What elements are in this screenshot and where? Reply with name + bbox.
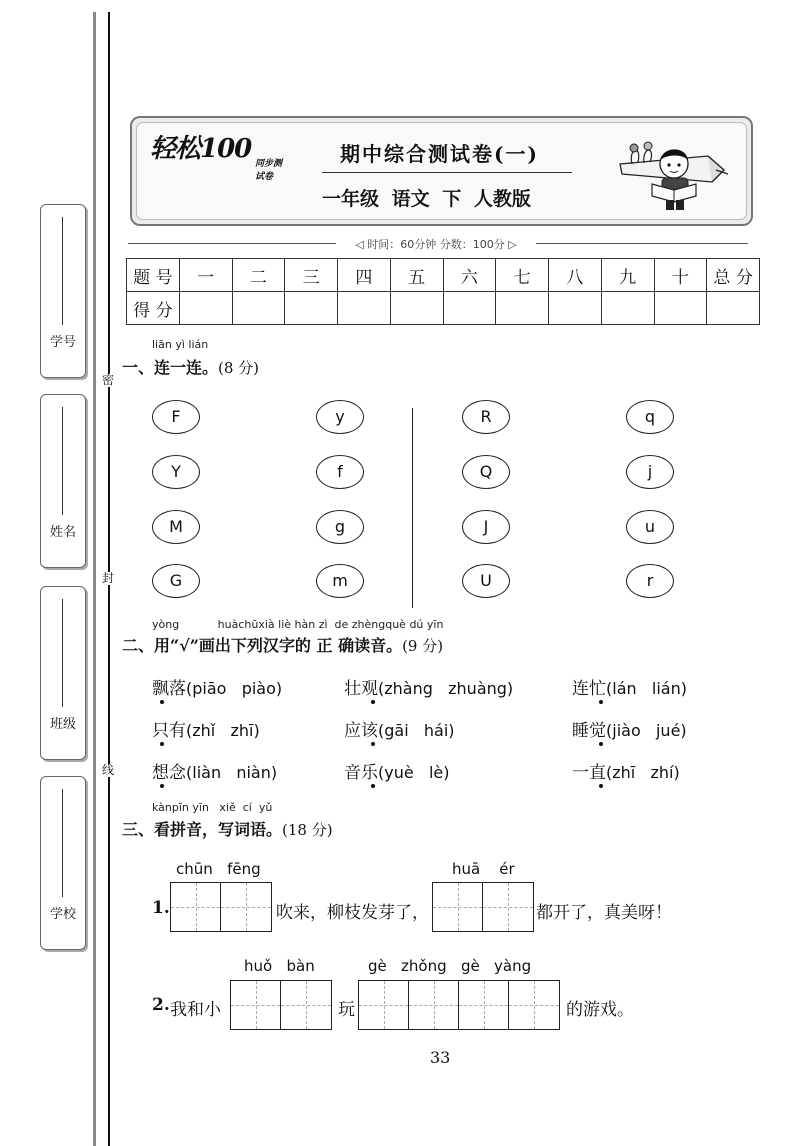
q1-text-end: 都开了，真美呀！ xyxy=(536,903,672,923)
q2-pinyin-a: huǒ bàn xyxy=(244,957,315,975)
letter-oval[interactable]: G xyxy=(152,564,200,598)
section3-title: 三、看拼音，写词语。 xyxy=(122,820,283,839)
score-table-cell: 九 xyxy=(601,259,654,292)
item-word: 一直 xyxy=(572,763,606,783)
q1-writing-grid-b[interactable] xyxy=(432,882,534,932)
seal-word-xian: 线 xyxy=(101,763,114,777)
writing-cell[interactable] xyxy=(221,883,271,931)
item-options: (jiào jué) xyxy=(606,721,687,740)
letter-oval[interactable]: y xyxy=(316,400,364,434)
emphasis-dot xyxy=(371,742,375,746)
emphasis-dot xyxy=(160,742,164,746)
score-input-cell[interactable] xyxy=(707,292,760,325)
emphasis-dot xyxy=(160,700,164,704)
score-table-cell: 四 xyxy=(338,259,391,292)
field-label: 班级 xyxy=(49,717,76,732)
writing-cell[interactable] xyxy=(359,981,409,1029)
exam-title: 期中综合测试卷(一) xyxy=(340,142,539,166)
writing-cell[interactable] xyxy=(171,883,221,931)
letter-oval[interactable]: g xyxy=(316,510,364,544)
seal-word-feng: 封 xyxy=(101,571,114,585)
score-input-cell[interactable] xyxy=(232,292,285,325)
letter-oval[interactable]: r xyxy=(626,564,674,598)
q2-text-mid: 玩 xyxy=(338,1000,355,1020)
pronunciation-item[interactable] xyxy=(152,674,282,699)
item-word: 应该 xyxy=(344,721,378,741)
letter-oval[interactable]: j xyxy=(626,455,674,489)
writing-cell[interactable] xyxy=(509,981,559,1029)
item-word: 壮观 xyxy=(344,679,378,699)
item-word: 想念 xyxy=(152,763,186,783)
score-input-cell[interactable] xyxy=(179,292,232,325)
item-options: (lán lián) xyxy=(606,679,687,698)
q1-number: 1. xyxy=(152,898,170,918)
letter-oval[interactable]: R xyxy=(462,400,510,434)
score-input-cell[interactable] xyxy=(338,292,391,325)
section1-heading xyxy=(122,355,259,378)
section3-points: (18 分) xyxy=(282,821,333,839)
time-and-score-info: ◁ 时间：60分钟 分数：100分 ▷ xyxy=(355,238,517,251)
binding-rule-thick xyxy=(93,12,96,1146)
item-word: 飘落 xyxy=(152,679,186,699)
q2-writing-grid-a[interactable] xyxy=(230,980,332,1030)
letter-oval[interactable]: m xyxy=(316,564,364,598)
pronunciation-item[interactable] xyxy=(152,758,277,783)
pronunciation-item[interactable] xyxy=(572,758,680,783)
score-input-cell[interactable] xyxy=(443,292,496,325)
q1-text-mid: 吹来，柳枝发芽了， xyxy=(276,903,429,923)
writing-cell[interactable] xyxy=(409,981,459,1029)
section2-points: (9 分) xyxy=(402,637,444,655)
info-rule-right xyxy=(536,243,748,244)
student-number-field[interactable] xyxy=(40,204,86,378)
score-table-cell: 二 xyxy=(232,259,285,292)
score-table-cell: 题 号 xyxy=(127,259,180,292)
letter-oval[interactable]: J xyxy=(462,510,510,544)
item-options: (zhī zhí) xyxy=(606,763,680,782)
q2-number: 2. xyxy=(152,995,170,1015)
emphasis-dot xyxy=(371,784,375,788)
letter-oval[interactable]: q xyxy=(626,400,674,434)
writing-cell[interactable] xyxy=(281,981,331,1029)
score-input-cell[interactable] xyxy=(285,292,338,325)
section1-points: (8 分) xyxy=(218,359,260,377)
section2-pinyin: yòng huàchūxià liè hàn zì de zhèngquè dú yīn xyxy=(152,618,444,631)
score-table xyxy=(126,258,760,325)
section1-title: 一、连一连。 xyxy=(122,358,219,377)
score-input-cell[interactable] xyxy=(390,292,443,325)
brand-logo xyxy=(150,128,290,182)
pronunciation-item[interactable] xyxy=(344,716,455,741)
q1-pinyin-b: huā ér xyxy=(452,860,515,878)
seal-word-mi: 密 xyxy=(101,373,114,387)
q1-writing-grid-a[interactable] xyxy=(170,882,272,932)
score-row-label: 得 分 xyxy=(127,292,180,325)
score-table-score-row xyxy=(127,292,760,325)
item-options: (yuè lè) xyxy=(378,763,450,782)
q2-writing-grid-b[interactable] xyxy=(358,980,560,1030)
writing-cell[interactable] xyxy=(483,883,533,931)
score-input-cell[interactable] xyxy=(601,292,654,325)
section1-pinyin: liān yì lián xyxy=(152,338,209,351)
score-table-cell: 五 xyxy=(390,259,443,292)
field-label: 学号 xyxy=(49,335,76,350)
emphasis-dot xyxy=(160,784,164,788)
score-table-cell: 三 xyxy=(285,259,338,292)
item-word: 音乐 xyxy=(344,763,378,783)
student-name-field[interactable] xyxy=(40,394,86,568)
q1-pinyin-a: chūn fēng xyxy=(176,860,261,878)
score-table-cell: 八 xyxy=(549,259,602,292)
class-field[interactable] xyxy=(40,586,86,760)
score-table-cell: 一 xyxy=(179,259,232,292)
field-label: 学校 xyxy=(49,907,76,922)
score-input-cell[interactable] xyxy=(496,292,549,325)
writing-cell[interactable] xyxy=(231,981,281,1029)
section2-heading xyxy=(122,633,443,656)
score-input-cell[interactable] xyxy=(549,292,602,325)
score-table-header-row xyxy=(127,259,760,292)
section3-heading xyxy=(122,817,333,840)
reading-boy-illustration xyxy=(612,134,732,212)
letter-oval[interactable]: M xyxy=(152,510,200,544)
emphasis-dot xyxy=(599,742,603,746)
pronunciation-item[interactable] xyxy=(572,674,687,699)
letter-oval[interactable]: U xyxy=(462,564,510,598)
page-number: 33 xyxy=(430,1048,451,1067)
score-table-cell: 总 分 xyxy=(707,259,760,292)
score-input-cell[interactable] xyxy=(654,292,707,325)
pronunciation-item[interactable] xyxy=(344,674,513,699)
item-options: (gāi hái) xyxy=(378,721,455,740)
exam-subtitle: 一年级 语文 下 人教版 xyxy=(322,188,531,210)
item-word: 睡觉 xyxy=(572,721,606,741)
letter-oval[interactable]: Q xyxy=(462,455,510,489)
item-options: (zhàng zhuàng) xyxy=(378,679,514,698)
logo-text: 轻松100 xyxy=(150,134,252,164)
school-field[interactable] xyxy=(40,776,86,950)
q2-text-end: 的游戏。 xyxy=(566,1000,634,1020)
q2-pinyin-b: gè zhǒng gè yàng xyxy=(368,957,532,975)
emphasis-dot xyxy=(371,700,375,704)
info-rule-left xyxy=(128,243,336,244)
letter-oval[interactable]: F xyxy=(152,400,200,434)
pronunciation-item[interactable] xyxy=(572,716,687,741)
title-divider xyxy=(322,172,572,173)
section2-title: 二、用“√”画出下列汉字的 正 确读音。 xyxy=(122,636,403,655)
item-options: (piāo piào) xyxy=(186,679,283,698)
letter-oval[interactable]: Y xyxy=(152,455,200,489)
pronunciation-item[interactable] xyxy=(152,716,260,741)
score-table-cell: 六 xyxy=(443,259,496,292)
item-options: (liàn niàn) xyxy=(186,763,278,782)
emphasis-dot xyxy=(599,700,603,704)
field-label: 姓名 xyxy=(49,525,76,540)
item-options: (zhǐ zhī) xyxy=(186,721,260,740)
emphasis-dot xyxy=(599,784,603,788)
item-word: 连忙 xyxy=(572,679,606,699)
letter-oval[interactable]: u xyxy=(626,510,674,544)
logo-subtext: 同步测试卷 xyxy=(255,159,283,182)
section3-pinyin: kànpīn yīn xiě cí yǔ xyxy=(152,801,273,814)
item-word: 只有 xyxy=(152,721,186,741)
writing-cell[interactable] xyxy=(459,981,509,1029)
pronunciation-item[interactable] xyxy=(344,758,449,783)
score-table-cell: 十 xyxy=(654,259,707,292)
writing-cell[interactable] xyxy=(433,883,483,931)
q2-text-pre: 我和小 xyxy=(170,1000,221,1020)
letter-oval[interactable]: f xyxy=(316,455,364,489)
section1-divider xyxy=(412,408,413,608)
score-table-cell: 七 xyxy=(496,259,549,292)
